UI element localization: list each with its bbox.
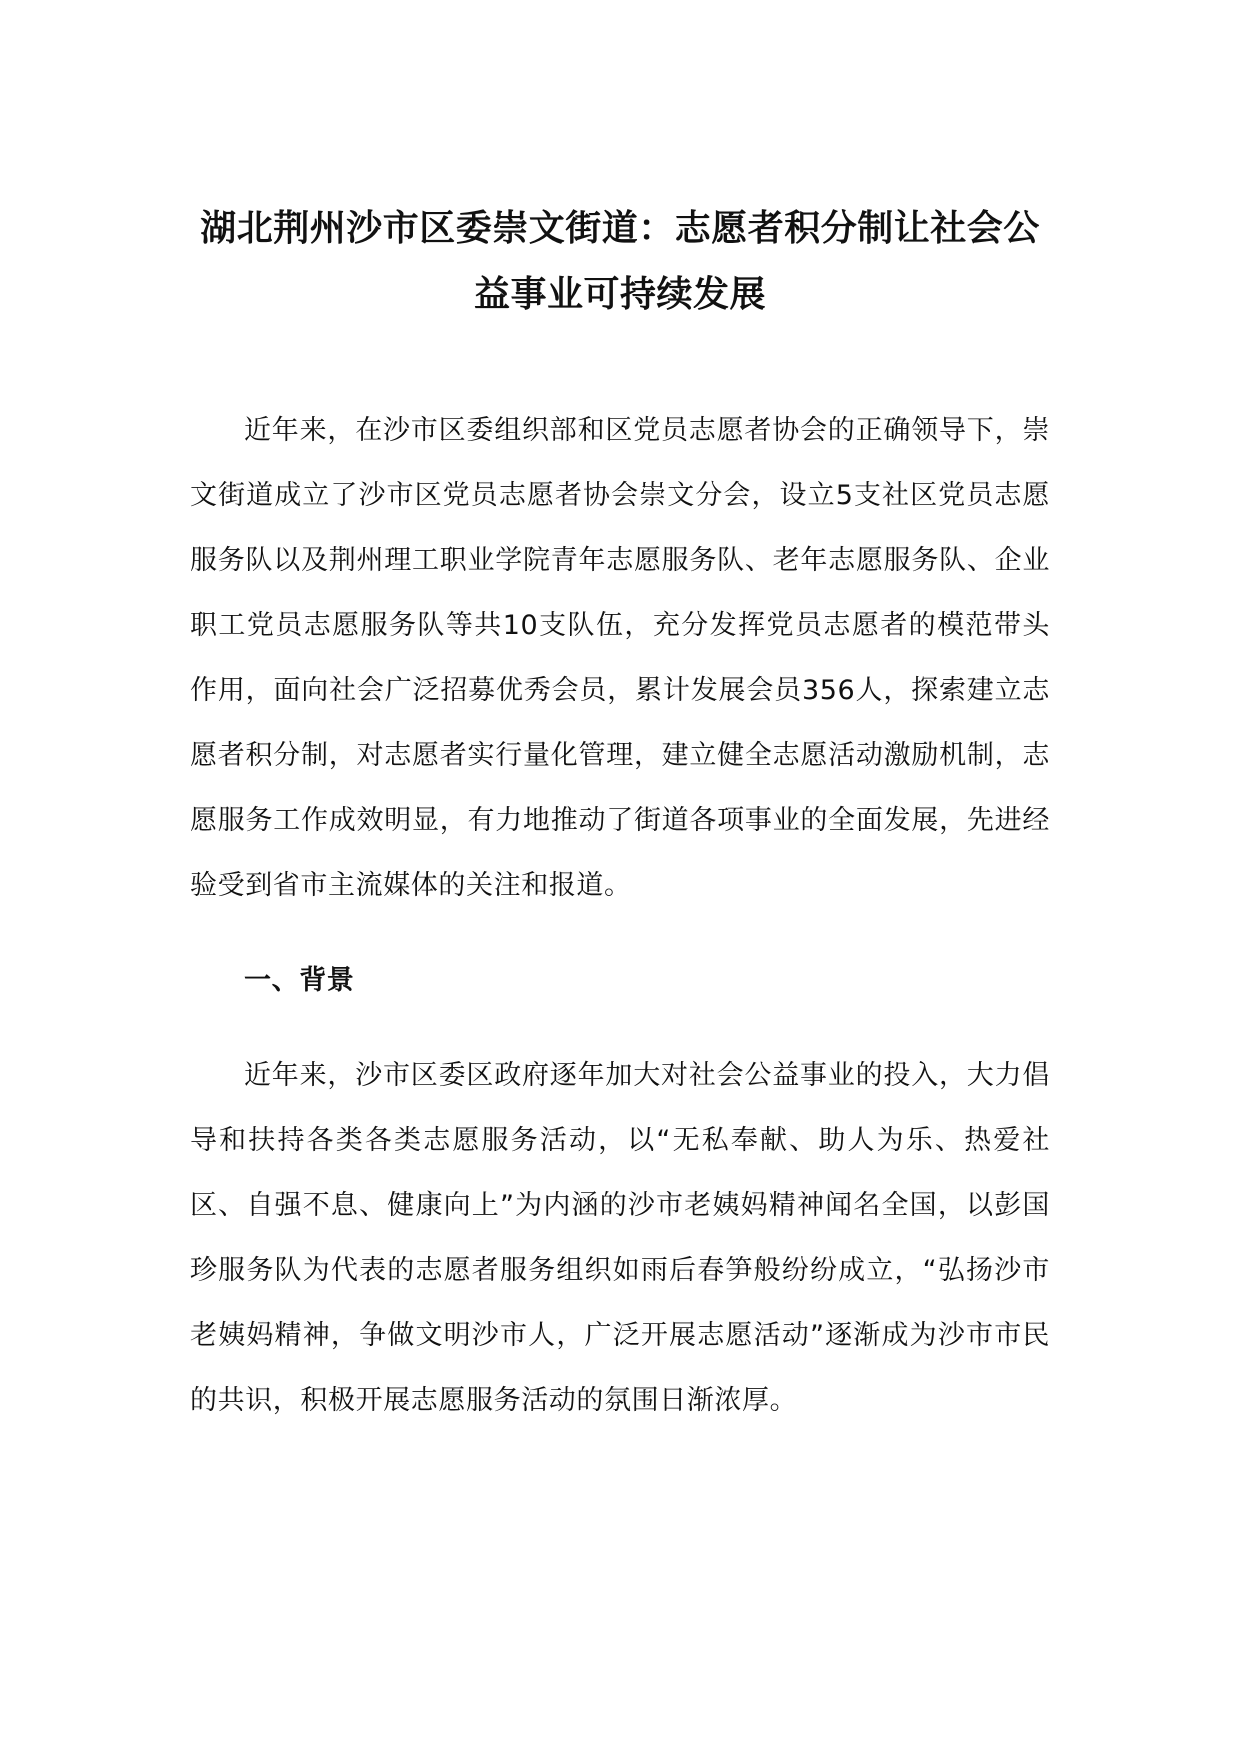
document-content [190, 196, 1050, 1433]
document-title [190, 196, 1050, 328]
title-line-2: 益事业可持续发展 [473, 274, 766, 315]
background-paragraph: 近年来，沙市区委区政府逐年加大对社会公益事业的投入，大力倡导和扶持各类各类志愿服务活动，以“无私奉献、助人为乐、热爱社区、自强不息、健康向上”为内涵的沙市老姨妈精神闻名全国，以彭国珍服务队为代表的志愿者服务组织如雨后春笋般纷纷成立，“弘扬沙市老姨妈精神，争做文明沙市人，广泛开展志愿活动”逐渐成为沙市市民的共识，积极开展志愿服务活动的氛围日渐浓厚。 [190, 1060, 1050, 1416]
intro-paragraph: 近年来，在沙市区委组织部和区党员志愿者协会的正确领导下，崇文街道成立了沙市区党员志愿者协会崇文分会，设立5支社区党员志愿服务队以及荆州理工职业学院青年志愿服务队、老年志愿服务队、企业职工党员志愿服务队等共10支队伍，充分发挥党员志愿者的模范带头作用，面向社会广泛招募优秀会员，累计发展会员356人，探索建立志愿者积分制，对志愿者实行量化管理，建立健全志愿活动激励机制，志愿服务工作成效明显，有力地推动了街道各项事业的全面发展，先进经验受到省市主流媒体的关注和报道。 [190, 415, 1050, 901]
title-line-1: 湖北荆州沙市区委崇文街道：志愿者积分制让社会公 [200, 208, 1040, 249]
section-heading-background: 一、背景 [244, 965, 355, 996]
